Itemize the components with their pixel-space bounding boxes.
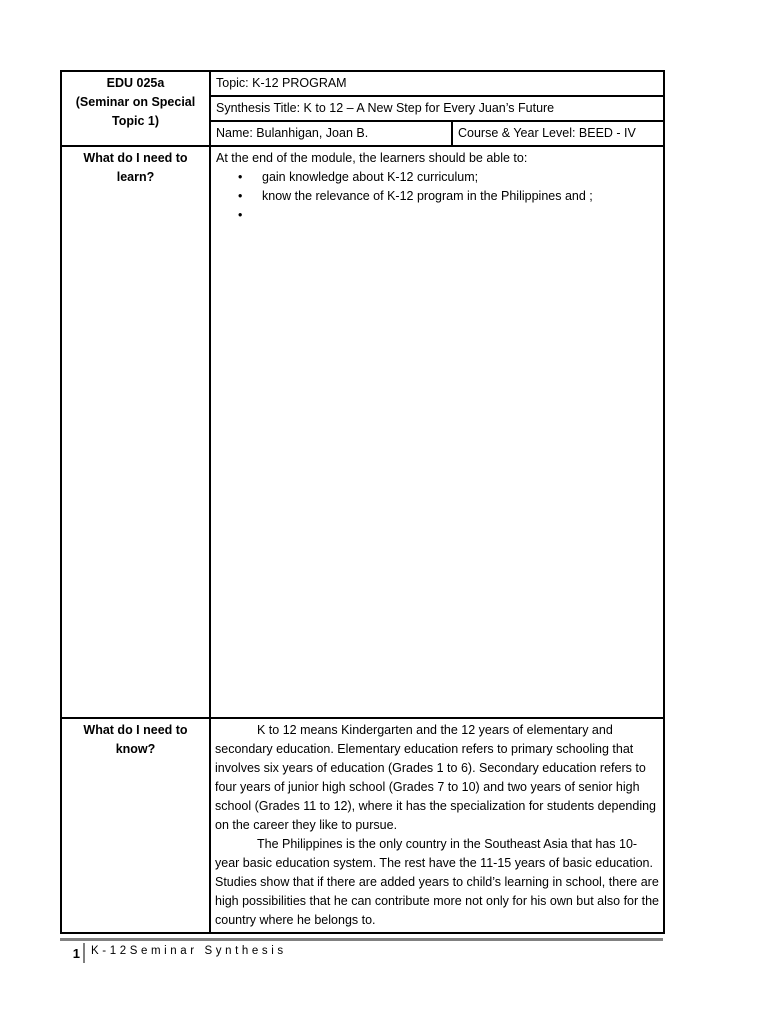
footer-separator [83,943,85,963]
course-year-cell: Course & Year Level: BEED - IV [452,121,664,146]
objective-text: gain knowledge about K-12 curriculum; [262,170,479,184]
page-number: 1 [72,946,80,961]
course-code: EDU 025a [106,76,165,90]
bullet-icon: • [238,208,243,222]
course-name: (Seminar on Special Topic 1) [75,95,196,128]
objective-item [216,187,658,206]
learn-heading: What do I need to learn? [61,146,210,718]
footer-divider [60,938,663,941]
course-cell [61,71,210,146]
bullet-icon: • [238,170,243,184]
learn-intro: At the end of the module, the learners should be able to: [216,151,528,165]
know-heading: What do I need to know? [61,718,210,933]
page-footer [60,938,663,963]
objective-item [216,206,658,225]
document-sheet [60,70,663,934]
name-cell: Name: Bulanhigan, Joan B. [210,121,452,146]
know-paragraph: K to 12 means Kindergarten and the 12 years of elementary and secondary education. Elementary education refers to primary schooling that involves six years of education (Grades 1 to 6). Secondary education refers to four years of junior high school (Grades 7 to 10) and two years of senior high school (Grades 11 to 12), where it has the specialization for students depending on the career they like to pursue. [215,723,657,832]
know-paragraph: The Philippines is the only country in the Southeast Asia that has 10-year basic education system. The rest have the 11-15 years of basic education. Studies show that if there are added years to child’s learning in school, there are high possibilities that he can contribute more not only for his own but also for the country where he belongs to. [215,837,660,927]
objective-text: know the relevance of K-12 program in the Philippines and ; [262,189,593,203]
objective-item [216,168,658,187]
bullet-icon: • [238,189,243,203]
topic-cell: Topic: K-12 PROGRAM [210,71,664,96]
objectives-list [216,168,658,225]
synthesis-form-table [60,70,665,934]
learn-content [210,146,664,718]
footer-title: K-12Seminar Synthesis [91,945,287,957]
synthesis-title-cell: Synthesis Title: K to 12 – A New Step for Every Juan’s Future [210,96,664,121]
know-content [210,718,664,933]
